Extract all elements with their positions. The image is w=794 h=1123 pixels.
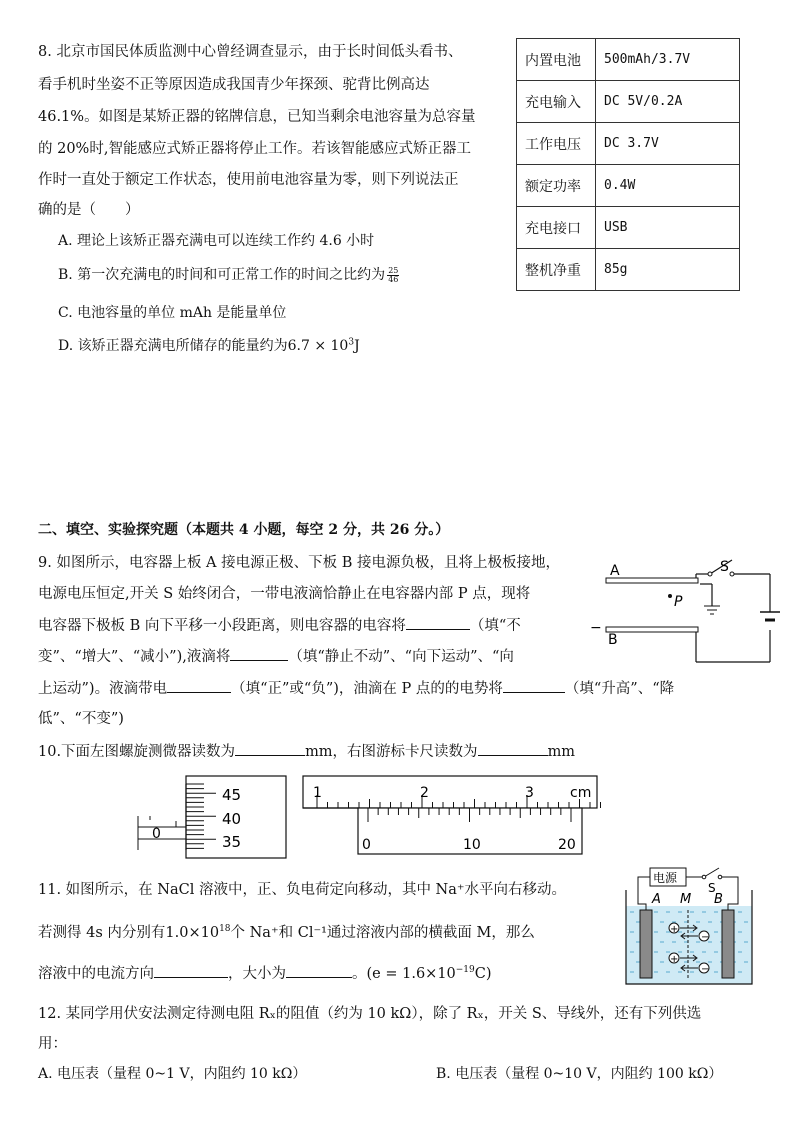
q12-option-a: A. 电压表（量程 0~1 V，内阻约 10 kΩ） bbox=[38, 1066, 307, 1082]
q9-line-1: 9. 如图所示，电容器上板 A 接电源正极、下板 B 接电源负极，且将上极板接地， bbox=[38, 555, 561, 571]
q9-line-5 bbox=[38, 678, 674, 699]
switch-s bbox=[704, 868, 719, 877]
q9-line-4-text: 变”、“增大”、“减小”),液滴将 bbox=[38, 649, 231, 665]
q8-option-a: A. 理论上该矫正器充满电可以连续工作约 4.6 小时 bbox=[58, 233, 375, 249]
q9-line-3 bbox=[38, 615, 521, 636]
q8-option-d bbox=[58, 336, 360, 356]
q9-blank-motion[interactable] bbox=[230, 646, 288, 661]
micrometer-label-40: 40 bbox=[222, 810, 242, 828]
q11-line-2-rest: 个 Na⁺和 Cl⁻¹通过溶液内部的横截面 M，那么 bbox=[230, 925, 535, 941]
q8-option-b bbox=[58, 265, 399, 285]
table-row bbox=[517, 207, 740, 249]
electrode-b bbox=[722, 910, 734, 978]
q8-option-d-unit: J bbox=[354, 338, 360, 354]
q11-line-1: 11. 如图所示，在 NaCl 溶液中，正、负电荷定向移动，其中 Na⁺水平向右移动。 bbox=[38, 882, 567, 898]
label-s: S bbox=[720, 559, 729, 575]
q8-option-b-denominator: 46 bbox=[388, 274, 399, 284]
q11-line-2 bbox=[38, 923, 535, 943]
table-row bbox=[517, 123, 740, 165]
na-ion-sign: + bbox=[670, 924, 679, 935]
q8-option-b-fraction bbox=[387, 267, 399, 284]
micrometer-label-35: 35 bbox=[222, 833, 242, 851]
q11-line-2-text: 若测得 4s 内分别有 bbox=[38, 925, 166, 941]
q9-line-5-text: 上运动”)。液滴带电 bbox=[38, 681, 168, 697]
caliper-label-v0: 0 bbox=[362, 837, 371, 853]
table-value: 0.4W bbox=[596, 165, 740, 207]
power-source-label: 电源 bbox=[653, 871, 678, 885]
q8-line-5: 作时一直处于额定工作状态，使用前电池容量为零，则下列说法正 bbox=[38, 172, 459, 188]
table-value: 500mAh/3.7V bbox=[596, 39, 740, 81]
q9-line-5-hint: （填“正”或“负”)，油滴在 P 点的的电势将 bbox=[231, 681, 503, 697]
wire-left bbox=[638, 877, 650, 910]
caliper-label-v10: 10 bbox=[463, 837, 481, 853]
table-value: USB bbox=[596, 207, 740, 249]
table-row bbox=[517, 81, 740, 123]
q8-option-d-text: D. 该矫正器充满电所储存的能量约为6.7 × 10 bbox=[58, 338, 349, 354]
table-value: DC 5V/0.2A bbox=[596, 81, 740, 123]
q9-line-3-hint: （填“不 bbox=[469, 618, 521, 634]
q8-line-6: 确的是（ ） bbox=[38, 202, 140, 218]
q8-option-b-text: B. 第一次充满电的时间和可正常工作的时间之比约为 bbox=[58, 267, 386, 283]
q8-line-1: 8. 北京市国民体质监测中心曾经调查显示，由于长时间低头看书、 bbox=[38, 44, 463, 60]
switch-contact-right bbox=[730, 572, 734, 576]
q11-charge-exponent: −19 bbox=[455, 965, 475, 976]
table-row bbox=[517, 165, 740, 207]
q9-blank-charge[interactable] bbox=[167, 678, 231, 693]
label-minus: − bbox=[590, 620, 602, 636]
switch-contact-right bbox=[718, 875, 722, 879]
q9-blank-potential[interactable] bbox=[503, 678, 565, 693]
q11-blank-magnitude[interactable] bbox=[286, 963, 352, 978]
droplet-p bbox=[668, 594, 672, 598]
table-key: 内置电池 bbox=[517, 39, 596, 81]
q12-line-1: 12. 某同学用伏安法测定待测电阻 Rₓ的阻值（约为 10 kΩ），除了 Rₓ，开关 S、导线外，还有下列供选 bbox=[38, 1006, 702, 1022]
label-a: A bbox=[652, 892, 661, 907]
q10-blank-caliper[interactable] bbox=[478, 741, 548, 756]
section-2-title: 二、填空、实验探究题（本题共 4 小题，每空 2 分，共 26 分。） bbox=[38, 522, 450, 538]
q11-line-3-end: C) bbox=[474, 966, 492, 982]
q9-line-6: 低”、“不变”) bbox=[38, 711, 124, 727]
micrometer-label-0: 0 bbox=[152, 826, 161, 842]
switch-label-s: S bbox=[708, 881, 716, 895]
vernier-caliper-diagram bbox=[302, 775, 602, 861]
q8-option-b-numerator: 25 bbox=[388, 265, 399, 275]
caliper-label-2: 2 bbox=[420, 785, 429, 801]
table-key: 额定功率 bbox=[517, 165, 596, 207]
label-m: M bbox=[680, 892, 692, 907]
q9-line-4-hint: （填“静止不动”、“向下运动”、“向 bbox=[288, 649, 514, 665]
label-p: P bbox=[674, 594, 683, 610]
q8-line-4: 的 20%时,智能感应式矫正器将停止工作。若该智能感应式矫正器工 bbox=[38, 141, 471, 157]
cl-ion-sign: − bbox=[701, 932, 710, 943]
q12-line-2: 用： bbox=[38, 1036, 67, 1052]
caliper-label-cm: cm bbox=[570, 785, 592, 801]
micrometer-diagram bbox=[138, 776, 288, 860]
plate-a bbox=[606, 578, 698, 583]
micrometer-label-45: 45 bbox=[222, 786, 242, 804]
caliper-label-3: 3 bbox=[525, 785, 534, 801]
q9-line-2: 电源电压恒定,开关 S 始终闭合，一带电液滴恰静止在电容器内部 P 点，现将 bbox=[38, 586, 531, 602]
micrometer-thimble-ticks bbox=[186, 784, 216, 848]
q8-option-d-exponent: 3 bbox=[348, 337, 355, 348]
label-b: B bbox=[714, 892, 723, 907]
q12-option-b: B. 电压表（量程 0~10 V，内阻约 100 kΩ） bbox=[436, 1066, 723, 1082]
table-key: 充电接口 bbox=[517, 207, 596, 249]
q8-option-c: C. 电池容量的单位 mAh 是能量单位 bbox=[58, 305, 287, 321]
caliper-label-v20: 20 bbox=[558, 837, 576, 853]
cl-ion-sign: − bbox=[701, 964, 710, 975]
table-key: 充电输入 bbox=[517, 81, 596, 123]
q10-blank-micrometer[interactable] bbox=[235, 741, 305, 756]
caliper-main-scale bbox=[303, 776, 597, 808]
q10-text-3: mm bbox=[547, 744, 576, 760]
q9-line-3-text: 电容器下极板 B 向下平移一小段距离，则电容器的电容将 bbox=[38, 618, 406, 634]
q11-line-3-const: 。(e = 1.6×10 bbox=[352, 966, 456, 982]
q8-line-2: 看手机时坐姿不正等原因造成我国青少年探颈、驼背比例高达 bbox=[38, 77, 430, 93]
plate-b bbox=[606, 627, 698, 632]
label-a: A bbox=[610, 563, 620, 579]
q11-line-3 bbox=[38, 963, 492, 984]
q9-blank-capacitance[interactable] bbox=[406, 615, 470, 630]
q9-line-4 bbox=[38, 646, 514, 667]
na-ion-sign: + bbox=[670, 954, 679, 965]
switch-contact-left bbox=[708, 572, 712, 576]
q11-blank-direction[interactable] bbox=[154, 963, 228, 978]
q10-text-2: mm，右图游标卡尺读数为 bbox=[305, 744, 478, 760]
table-row bbox=[517, 39, 740, 81]
capacitor-circuit-diagram bbox=[590, 550, 790, 670]
q10-text-1: 10.下面左图螺旋测微器读数为 bbox=[38, 744, 236, 760]
electrolysis-diagram bbox=[624, 860, 754, 988]
q8-line-3: 46.1%。如图是某矫正器的铭牌信息，已知当剩余电池容量为总容量 bbox=[38, 109, 476, 125]
q11-exponent: 18 bbox=[219, 924, 231, 935]
label-b: B bbox=[608, 632, 618, 648]
q10-line bbox=[38, 741, 575, 762]
table-value: 85g bbox=[596, 249, 740, 291]
caliper-label-1: 1 bbox=[313, 785, 322, 801]
q11-line-3-mid: ，大小为 bbox=[228, 966, 286, 982]
table-key: 整机净重 bbox=[517, 249, 596, 291]
electrode-a bbox=[640, 910, 652, 978]
nameplate-table bbox=[516, 38, 740, 291]
q11-number: 1.0×10 bbox=[165, 925, 220, 941]
q11-line-3-text: 溶液中的电流方向 bbox=[38, 966, 154, 982]
q9-line-5-hint-2: （填“升高”、“降 bbox=[564, 681, 675, 697]
table-row bbox=[517, 249, 740, 291]
table-value: DC 3.7V bbox=[596, 123, 740, 165]
switch-contact-left bbox=[702, 875, 706, 879]
table-key: 工作电压 bbox=[517, 123, 596, 165]
